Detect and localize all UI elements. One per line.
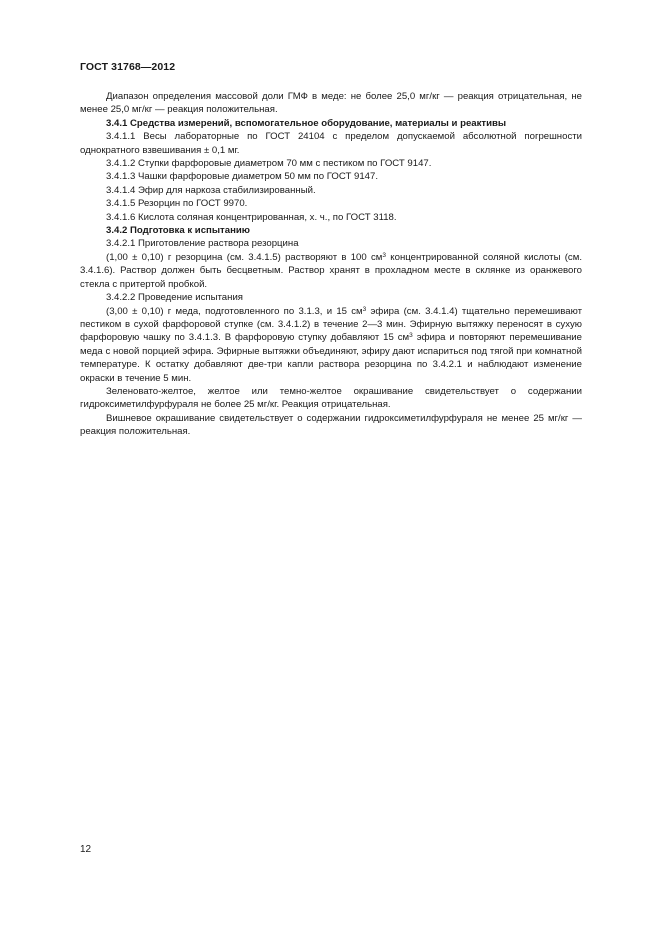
paragraph-3-4-2-2: 3.4.2.2 Проведение испытания xyxy=(106,292,243,304)
paragraph-3-4-1-1: 3.4.1.1 Весы лабораторные по ГОСТ 24104 с пределом допускаемой абсолютной погрешности однократного взвешивания ± 0,1 мг. xyxy=(80,131,582,156)
document-body xyxy=(80,90,582,439)
paragraph-3-4-1-4: 3.4.1.4 Эфир для наркоза стабилизированный. xyxy=(106,184,316,196)
paragraph-3-4-1-5: 3.4.1.5 Резорцин по ГОСТ 9970. xyxy=(106,198,248,210)
paragraph-3-4-1-6: 3.4.1.6 Кислота соляная концентрированная, х. ч., по ГОСТ 3118. xyxy=(106,211,397,223)
page-number: 12 xyxy=(80,844,92,855)
paragraph-range: Диапазон определения массовой доли ГМФ в меде: не более 25,0 мг/кг — реакция отрицательная, не менее 25,0 мг/кг — реакция положительная. xyxy=(80,91,582,116)
paragraph-resorcinol-solution xyxy=(80,251,582,291)
text-segment: (3,00 ± 0,10) г меда, подготовленного по 3.1.3, и 15 см xyxy=(106,305,363,317)
paragraph-3-4-2-1: 3.4.2.1 Приготовление раствора резорцина xyxy=(106,238,299,250)
paragraph-positive-result: Вишневое окрашивание свидетельствует о содержании гидроксиметилфурфураля не менее 25 мг/кг — реакция положительная. xyxy=(80,412,582,438)
text-segment: (1,00 ± 0,10) г резорцина (см. 3.4.1.5) растворяют в 100 см xyxy=(106,251,383,263)
text-segment: эфира и повторяют перемешивание меда с новой порцией эфира. Эфирные вытяжки объединяют, эфиру дают испариться под тягой при комнатной температуре. К остатку добавляют две-три капли раствора резорцина по 3.4.2.1 и наблюдают изменение окраски в течение 5 мин. xyxy=(80,332,582,384)
paragraph-test-procedure xyxy=(80,305,582,385)
paragraph-3-4-1-3: 3.4.1.3 Чашки фарфоровые диаметром 50 мм по ГОСТ 9147. xyxy=(106,171,378,183)
text-segment: концентрированной соляной кислоты (см. 3.4.1.6). Раствор должен быть бесцветным. Раствор хранят в прохладном месте в склянке из оранжевого стекла с притертой пробкой. xyxy=(80,251,582,290)
superscript: 3 xyxy=(362,305,367,313)
paragraph-negative-result: Зеленовато-желтое, желтое или темно-желтое окрашивание свидетельствует о содержании гидроксиметилфурфураля не более 25 мг/кг. Реакция отрицательная. xyxy=(80,385,582,411)
document-header: ГОСТ 31768—2012 xyxy=(80,61,176,73)
section-heading-3-4-1: 3.4.1 Средства измерений, вспомогательное оборудование, материалы и реактивы xyxy=(106,117,507,129)
superscript: 3 xyxy=(409,332,413,340)
text-segment: эфира (см. 3.4.1.4) тщательно перемешивают пестиком в сухой фарфоровой ступке (см. 3.4.1.2) в течение 2—3 мин. Эфирную вытяжку переносят в сухую фарфоровую чашку по 3.4.1.3. В фарфоровую ступку добавляют 15 см xyxy=(80,305,582,344)
superscript: 3 xyxy=(382,251,387,259)
section-heading-3-4-2: 3.4.2 Подготовка к испытанию xyxy=(106,225,250,237)
paragraph-3-4-1-2: 3.4.1.2 Ступки фарфоровые диаметром 70 мм с пестиком по ГОСТ 9147. xyxy=(106,158,432,170)
